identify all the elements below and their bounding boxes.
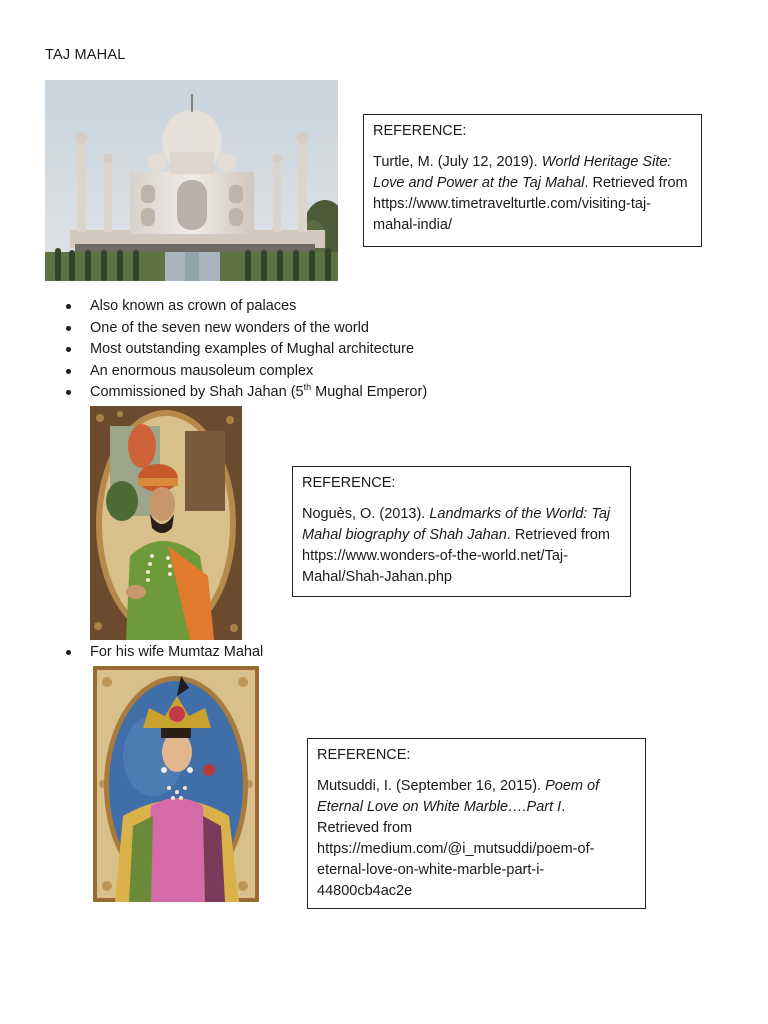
wife-list [66,642,263,664]
reference-citation: Turtle, M. (July 12, 2019). World Heritage Site: Love and Power at the Taj Mahal. Retrieved from https://www.timetravelturtle.com/visiting-taj-mahal-india/ [373,154,688,233]
reference-box-shah-jahan [292,466,631,597]
list-item: Also known as crown of palaces [66,296,427,318]
reference-heading: REFERENCE: [373,123,467,139]
reference-box-mumtaz-mahal [307,738,646,909]
list-item: Most outstanding examples of Mughal architecture [66,339,427,361]
reference-citation: Mutsuddi, I. (September 16, 2015). Poem of Eternal Love on White Marble….Part I. Retrieved from https://medium.com/@i_mutsuddi/poem-of-eternal-love-on-white-marble-part-i-44800cb4ac2e [317,778,600,899]
shah-jahan-portrait [90,406,242,640]
mumtaz-mahal-portrait [93,666,259,902]
facts-list [66,296,427,404]
taj-mahal-photo [45,80,338,281]
reference-citation: Noguès, O. (2013). Landmarks of the World: Taj Mahal biography of Shah Jahan. Retrieved from https://www.wonders-of-the-world.net/Taj-Mahal/Shah-Jahan.php [302,506,611,585]
reference-heading: REFERENCE: [317,747,411,763]
list-item: One of the seven new wonders of the world [66,318,427,340]
list-item: An enormous mausoleum complex [66,361,427,383]
page-title: TAJ MAHAL [45,47,126,63]
reference-box-taj-mahal [363,114,702,247]
list-item-wife: For his wife Mumtaz Mahal [66,642,263,664]
list-item-commission: Commissioned by Shah Jahan (5th Mughal Emperor) [66,382,427,404]
reference-heading: REFERENCE: [302,475,396,491]
